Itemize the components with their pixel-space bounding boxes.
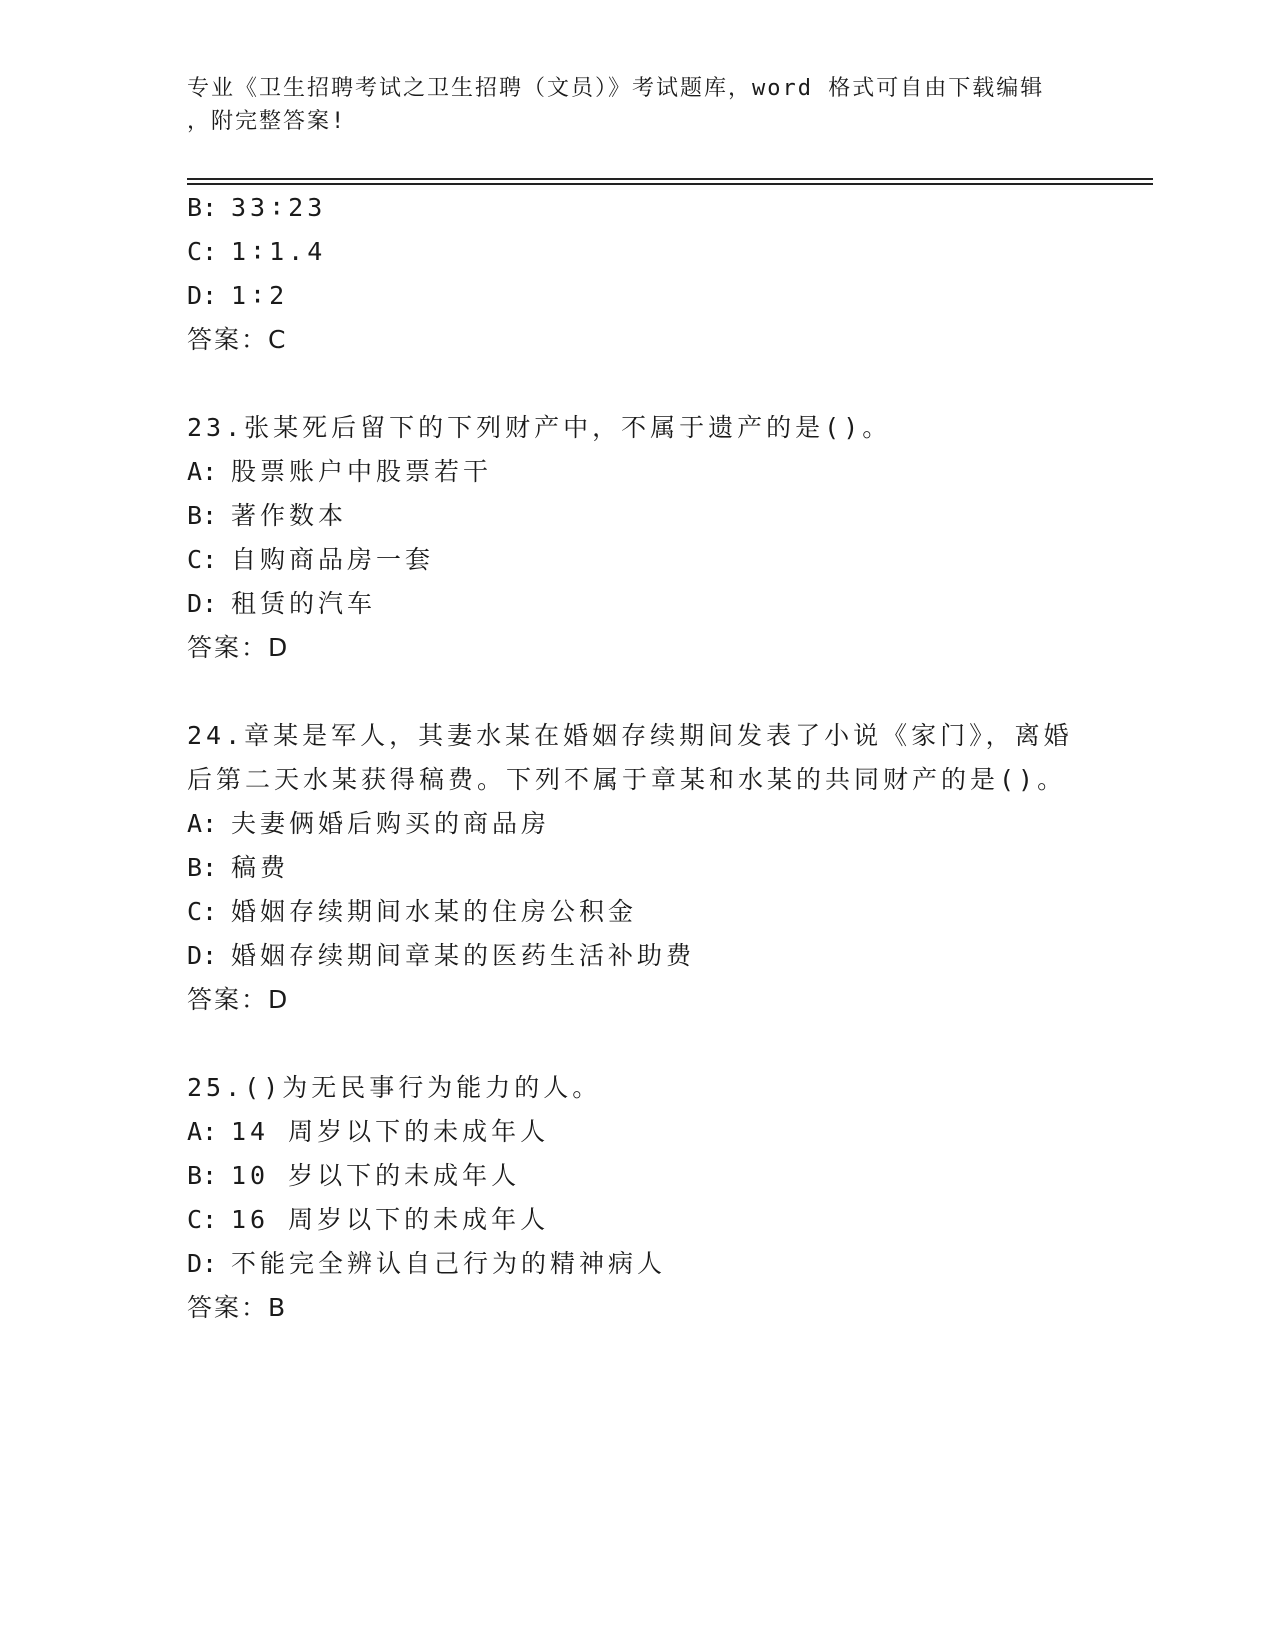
q25-option-c: C: 16 周岁以下的未成年人	[187, 1205, 550, 1234]
q24-option-c: C: 婚姻存续期间水某的住房公积金	[187, 897, 638, 926]
q22-option-c: C: 1∶1.4	[187, 237, 327, 266]
q23-option-b: B: 著作数本	[187, 501, 348, 530]
q25-question: 25.()为无民事行为能力的人。	[187, 1073, 602, 1102]
q23-question: 23.张某死后留下的下列财产中，不属于遗产的是()。	[187, 413, 892, 442]
q22-answer: 答案：C	[187, 325, 288, 354]
q23-option-d: D: 租赁的汽车	[187, 589, 377, 618]
q25-option-d: D: 不能完全辨认自己行为的精神病人	[187, 1249, 667, 1278]
q24-option-d: D: 婚姻存续期间章某的医药生活补助费	[187, 941, 696, 970]
q22-option-b: B: 33∶23	[187, 193, 327, 222]
q24-answer: 答案：D	[187, 985, 290, 1014]
header-divider-bottom	[187, 183, 1153, 185]
header-line-1: 专业《卫生招聘考试之卫生招聘（文员）》考试题库，word 格式可自由下载编辑	[187, 76, 1045, 101]
q24-option-a: A: 夫妻俩婚后购买的商品房	[187, 809, 551, 838]
q23-option-c: C: 自购商品房一套	[187, 545, 435, 574]
q25-option-b: B: 10 岁以下的未成年人	[187, 1161, 521, 1190]
q25-answer: 答案：B	[187, 1293, 288, 1322]
q23-option-a: A: 股票账户中股票若干	[187, 457, 493, 486]
q25-option-a: A: 14 周岁以下的未成年人	[187, 1117, 550, 1146]
document-header	[187, 72, 1087, 138]
q22-option-d: D: 1∶2	[187, 281, 289, 310]
q24-question-line-1: 24.章某是军人，其妻水某在婚姻存续期间发表了小说《家门》，离婚	[187, 721, 1073, 750]
header-line-2: ，附完整答案!	[187, 109, 347, 134]
q23-answer: 答案：D	[187, 633, 290, 662]
header-divider-top	[187, 178, 1153, 180]
q24-question-line-2: 后第二天水某获得稿费。下列不属于章某和水某的共同财产的是()。	[187, 765, 1067, 794]
q24-option-b: B: 稿费	[187, 853, 290, 882]
